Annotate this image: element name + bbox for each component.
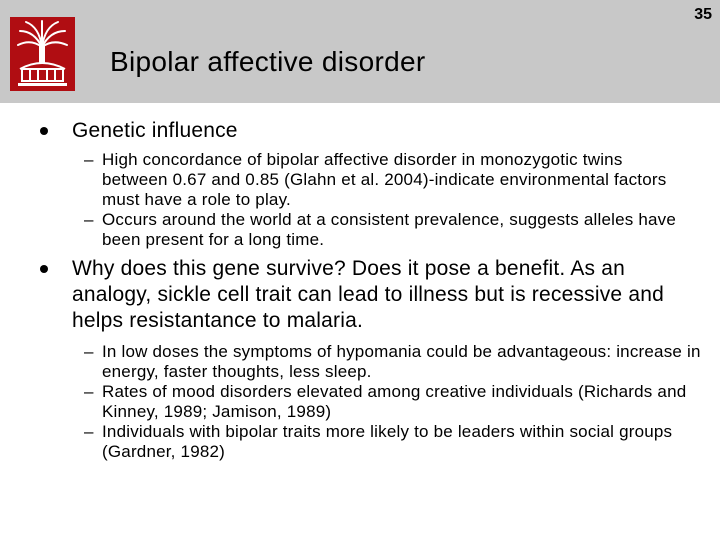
list-item — [40, 422, 692, 462]
dash-icon: – — [84, 210, 94, 229]
sub-list — [40, 342, 701, 462]
dash-icon: – — [84, 150, 94, 169]
sub-item-text: Rates of mood disorders elevated among creative individuals (Richards and Kinney, 1989; Jamison, 1989) — [102, 382, 687, 421]
bullet-genetic-influence — [40, 118, 680, 144]
sub-item-text: High concordance of bipolar affective disorder in monozygotic twins between 0.67 and 0.85 (Glahn et al. 2004)-indicate environmental factors must have a role to play. — [102, 150, 667, 209]
bullet-dot-icon — [40, 127, 48, 135]
dash-icon: – — [84, 422, 94, 441]
sub-item-text: In low doses the symptoms of hypomania could be advantageous: increase in energy, faster thoughts, less sleep. — [102, 342, 701, 381]
university-palmetto-seal-icon — [10, 17, 75, 91]
bullet-dot-icon — [40, 265, 48, 273]
sub-item-text: Occurs around the world at a consistent prevalence, suggests alleles have been present for a long time. — [102, 210, 677, 249]
dash-icon: – — [84, 342, 94, 361]
sub-item-text: Individuals with bipolar traits more likely to be leaders within social groups (Gardner, 1982) — [102, 422, 673, 461]
bullet-text: Genetic influence — [72, 119, 238, 142]
list-item — [40, 382, 702, 422]
list-item — [40, 150, 692, 210]
list-item — [40, 342, 702, 382]
slide-title: Bipolar affective disorder — [110, 46, 426, 77]
bullet-text: Why does this gene survive? Does it pose a benefit. As an analogy, sickle cell trait can lead to illness but is recessive and helps resistantance to malaria. — [72, 257, 664, 332]
slide-body — [40, 118, 701, 462]
dash-icon: – — [84, 382, 94, 401]
slide-number: 35 — [694, 6, 712, 23]
sub-list — [40, 150, 680, 250]
bullet-gene-survival — [40, 256, 672, 334]
list-item — [40, 210, 702, 250]
